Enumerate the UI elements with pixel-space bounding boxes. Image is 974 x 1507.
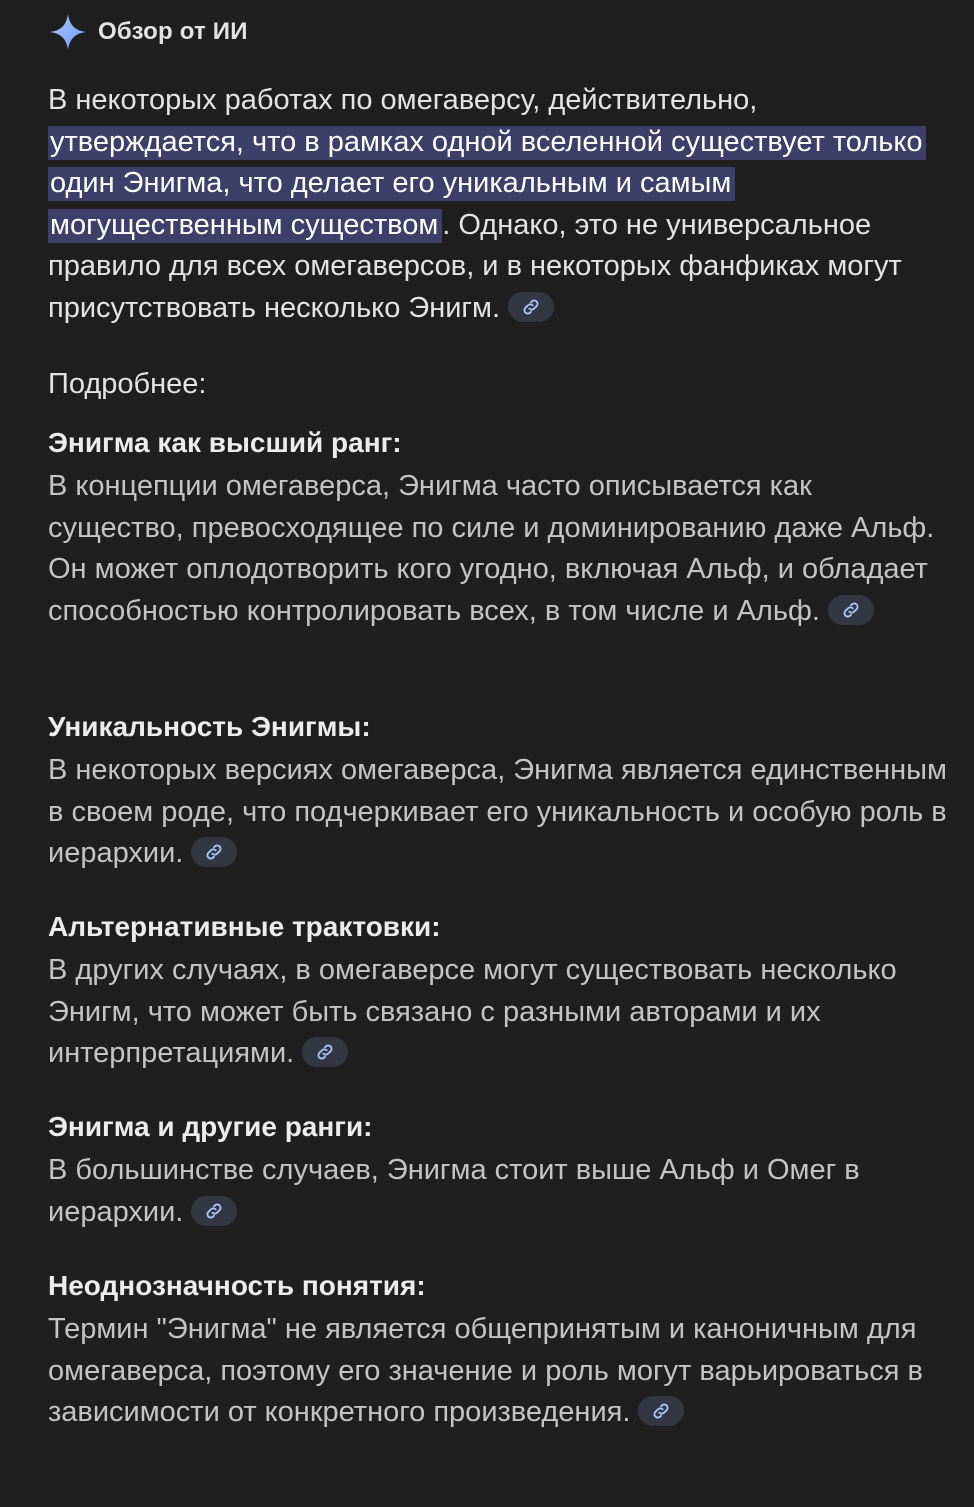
section-text: В концепции омегаверса, Энигма часто описывается как существо, превосходящее по силе и доминированию даже Альф. Он может оплодотворить кого угодно, включая Альф, и обладает способностью контролировать всех, в том числе и Альф. xyxy=(48,470,935,627)
source-link-chip[interactable] xyxy=(302,1037,348,1067)
section-body xyxy=(48,750,948,875)
source-link-chip[interactable] xyxy=(191,837,237,867)
link-icon xyxy=(204,842,224,862)
ai-overview-header xyxy=(48,10,248,54)
section-alternative-interpretations xyxy=(48,908,948,1075)
link-icon xyxy=(204,1201,224,1221)
intro-text: В некоторых работах по омегаверсу, действительно, xyxy=(48,84,758,116)
more-heading: Подробнее: xyxy=(48,368,207,400)
section-body xyxy=(48,1309,948,1434)
link-icon xyxy=(841,600,861,620)
source-link-chip[interactable] xyxy=(638,1396,684,1426)
link-icon xyxy=(521,297,541,317)
link-icon xyxy=(315,1042,335,1062)
section-title: Неоднозначность понятия: xyxy=(48,1270,426,1301)
section-title: Уникальность Энигмы: xyxy=(48,711,371,742)
highlighted-text: утверждается, что в рамках одной вселенной существует только один Энигма, что делает его уникальным и самым могущественным существом xyxy=(48,126,926,243)
section-body xyxy=(48,466,948,632)
sparkle-icon xyxy=(48,12,88,52)
section-text: В некоторых версиях омегаверса, Энигма является единственным в своем роде, что подчеркивает его уникальность и особую роль в иерархии. xyxy=(48,754,947,869)
section-enigma-uniqueness xyxy=(48,708,948,875)
section-body xyxy=(48,950,948,1075)
source-link-chip[interactable] xyxy=(828,595,874,625)
source-link-chip[interactable] xyxy=(191,1196,237,1226)
section-text: В большинстве случаев, Энигма стоит выше Альф и Омег в иерархии. xyxy=(48,1154,860,1228)
section-title: Энигма как высший ранг: xyxy=(48,427,402,458)
section-enigma-other-ranks xyxy=(48,1108,948,1233)
link-icon xyxy=(651,1401,671,1421)
section-body xyxy=(48,1150,948,1233)
section-concept-ambiguity xyxy=(48,1267,948,1434)
intro-text-after: . Однако, это не универсальное правило для всех омегаверсов, и в некоторых фанфиках могут присутствовать несколько Энигм. xyxy=(48,208,902,324)
section-title: Энигма и другие ранги: xyxy=(48,1111,373,1142)
section-text: Термин "Энигма" не является общепринятым и каноничным для омегаверса, поэтому его значение и роль могут варьироваться в зависимости от конкретного произведения. xyxy=(48,1313,923,1428)
ai-overview-title: Обзор от ИИ xyxy=(98,18,248,45)
source-link-chip[interactable] xyxy=(508,292,554,322)
section-enigma-high-rank xyxy=(48,424,948,632)
intro-paragraph xyxy=(48,80,948,329)
section-text: В других случаях, в омегаверсе могут существовать несколько Энигм, что может быть связано с разными авторами и их интерпретациями. xyxy=(48,954,897,1069)
section-title: Альтернативные трактовки: xyxy=(48,911,441,942)
